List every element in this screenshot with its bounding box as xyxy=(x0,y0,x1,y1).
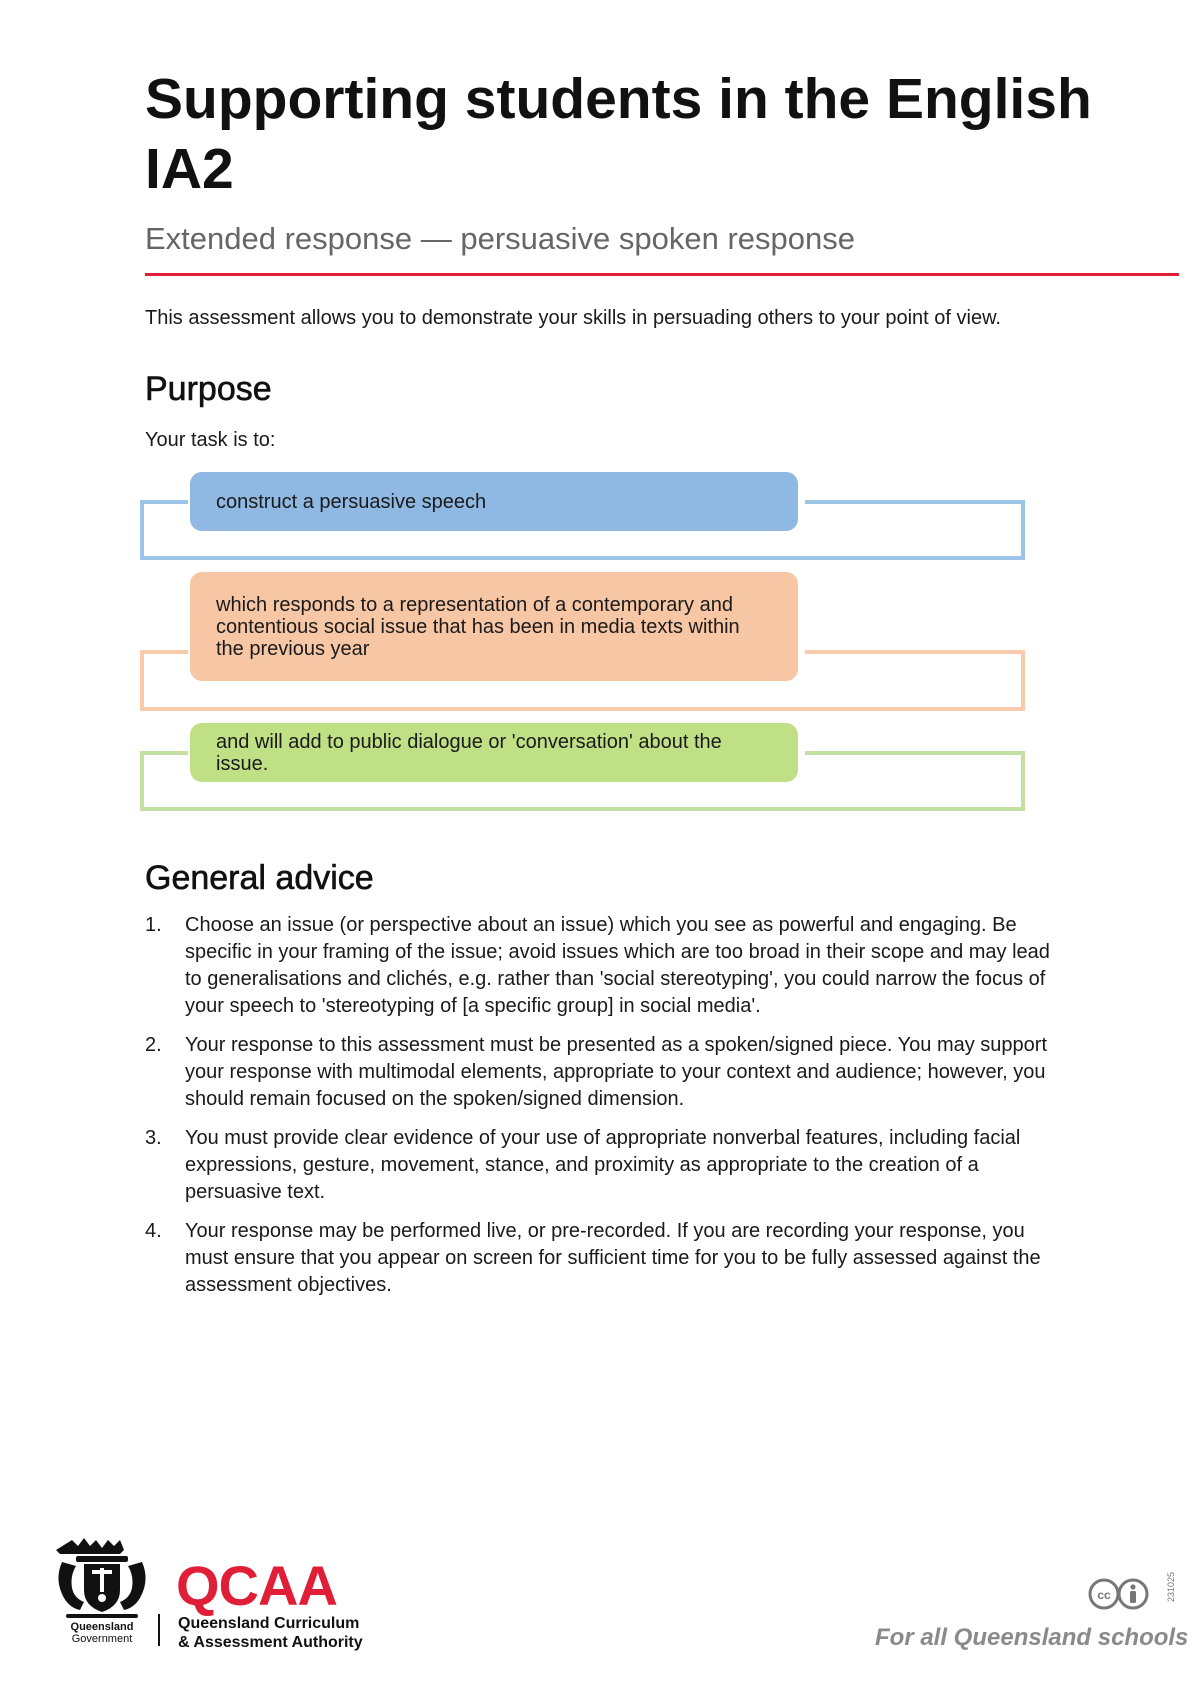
list-item xyxy=(145,1032,1065,1113)
list-text: You must provide clear evidence of your use of appropriate nonverbal features, including facial expressions, gesture, movement, stance, and proximity as appropriate to the creation of a persuasive text. xyxy=(185,1127,1021,1203)
list-item xyxy=(145,912,1065,1020)
list-item xyxy=(145,1125,1065,1206)
crest-caption-line-1: Queensland xyxy=(70,1621,134,1633)
list-text: Your response may be performed live, or pre-recorded. If you are recording your response, you must ensure that you appear on screen for sufficient time for you to be fully assessed against the assessment objectives. xyxy=(185,1220,1041,1296)
list-text: Your response to this assessment must be presented as a spoken/signed piece. You may support your response with multimodal elements, appropriate to your context and audience; however, you should remain focused on the spoken/signed dimension. xyxy=(185,1034,1048,1110)
list-number: 3. xyxy=(145,1127,162,1149)
qcaa-logo: QCAA xyxy=(176,1554,337,1617)
title-divider xyxy=(145,273,1179,276)
page-subtitle: Extended response — persuasive spoken response xyxy=(145,221,855,256)
task-box xyxy=(190,472,798,531)
page-title: Supporting students in the English IA2 xyxy=(145,67,1092,201)
document-code: 231025 xyxy=(1166,1572,1176,1603)
task-item-3 xyxy=(140,723,1025,811)
list-item xyxy=(145,1218,1065,1299)
task-text: and will add to public dialogue or 'conversation' about the issue. xyxy=(216,730,722,775)
creative-commons-by-icon xyxy=(1088,1578,1150,1610)
task-box xyxy=(190,572,798,681)
purpose-lead: Your task is to: xyxy=(145,429,276,451)
list-number: 4. xyxy=(145,1220,162,1242)
queensland-government-crest-logo xyxy=(52,1532,152,1644)
footer-tagline: For all Queensland schools xyxy=(875,1624,1189,1651)
list-number: 1. xyxy=(145,914,162,936)
general-advice-heading: General advice xyxy=(145,859,374,897)
crest-caption-line-2: Government xyxy=(71,1633,133,1644)
svg-text:cc: cc xyxy=(1097,1588,1111,1602)
task-item-2 xyxy=(140,572,1025,711)
list-text: Choose an issue (or perspective about an issue) which you see as powerful and engaging. Be specific in your framing of the issue; avoid issues which are too broad in their scope and may lead to generalisations and clichés, e.g. rather than 'social stereotyping', you could narrow the focus of your speech to 'stereotyping of [a specific group] in social media'. xyxy=(185,914,1050,1017)
purpose-heading: Purpose xyxy=(145,370,272,408)
qcaa-name-line-1: Queensland Curriculum xyxy=(178,1615,360,1632)
footer-divider xyxy=(158,1614,160,1646)
task-text: which responds to a representation of a contemporary and contentious social issue that has been in media texts within the previous year xyxy=(216,593,740,660)
qcaa-name-line-2: & Assessment Authority xyxy=(178,1634,363,1651)
advice-list xyxy=(145,912,1065,1311)
task-text: construct a persuasive speech xyxy=(216,490,487,513)
task-box xyxy=(190,723,798,782)
intro-paragraph: This assessment allows you to demonstrate your skills in persuading others to your point of view. xyxy=(145,307,1001,329)
qcaa-full-name xyxy=(178,1614,363,1652)
list-number: 2. xyxy=(145,1034,162,1056)
task-item-1 xyxy=(140,472,1025,560)
